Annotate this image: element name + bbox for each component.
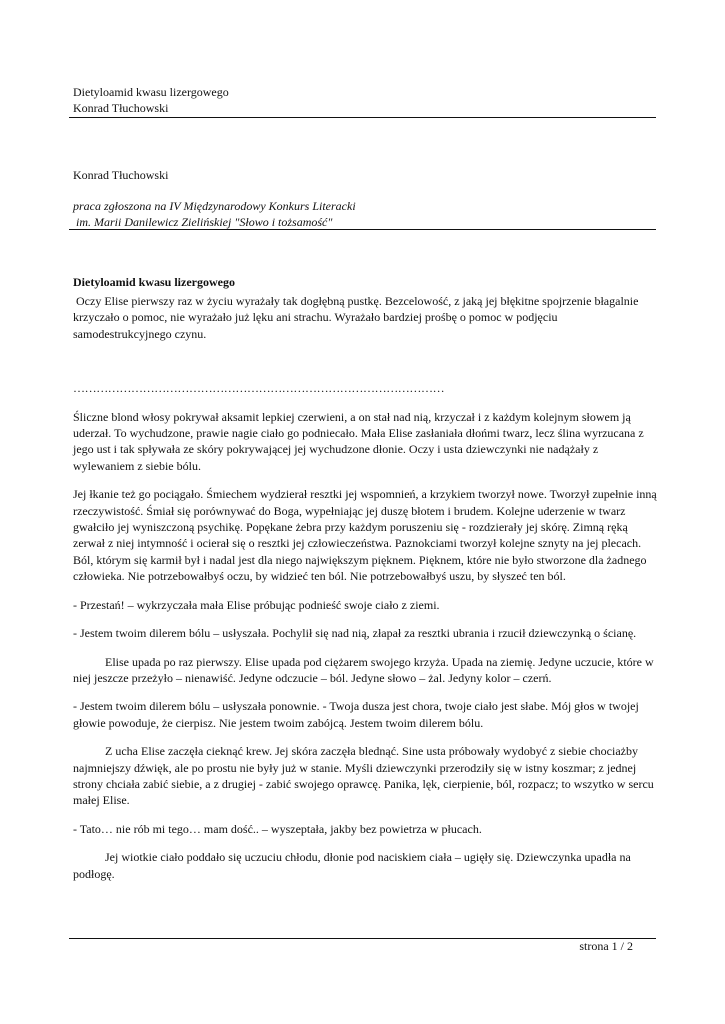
paragraph: Śliczne blond włosy pokrywał aksamit lepkiej czerwieni, a on stał nad nią, krzyczał i z każdym kolejnym słowem ją uderzał. To wychudzone, prawie nagie ciało go podniecało. Mała Elise zasłaniała dłońmi twarz, lecz ślina wyrzucana z jego ust i tak spływała ze skóry pokrywającej jej wychudzone dłonie. Oczy i usta dziewczynki nie nadążały z wylewaniem z siebie bólu. <box>73 409 644 473</box>
submission-line-2: im. Marii Danilewicz Zielińskiej "Słowo i tożsamość" <box>73 215 333 229</box>
section-separator: …………………………………………………………………………………… <box>73 381 445 396</box>
dialogue-line: - Tato… nie rób mi tego… mam dość.. – wyszeptała, jakby bez powietrza w płucach. <box>73 821 482 836</box>
footer-rule <box>69 938 656 939</box>
paragraph: Elise upada po raz pierwszy. Elise upada pod ciężarem swojego krzyża. Upada na ziemię. Jedyne uczucie, które w niej jeszcze przeżyło – nienawiść. Jedyne odczucie – ból. Jedyne słowo – żal. Jedyny kolor – czerń. <box>73 654 654 685</box>
submission-note <box>73 198 356 230</box>
paragraph: Oczy Elise pierwszy raz w życiu wyrażały tak dogłębną pustkę. Bezcelowość, z jaką jej błękitne spojrzenie błagalnie krzyczało o pomoc, nie wyrażało już lęku ani strachu. Wyrażało bardziej prośbę o pomoc w podjęciu samodestrukcyjnego czynu. <box>73 294 639 341</box>
page-number: strona 1 / 2 <box>579 939 633 953</box>
header-author: Konrad Tłuchowski <box>73 101 169 115</box>
paragraph: Jej łkanie też go pociągało. Śmiechem wydzierał resztki jej wspomnień, a krzykiem tworzył nowe. Tworzył zupełnie inną rzeczywistość. Śmiał się porównywać do Boga, wypełniając jej duszę błotem i brudem. Kolejne uderzenie w twarz gwałciło jej wyniszczoną psychikę. Popękane żebra przy każdym poruszeniu się - rozdzierały jej skórę. Zimną ręką zerwał z niej intymność i ocierał się o resztki jej człowieczeństwa. Paznokciami tworzył kolejne sznyty na jej plecach. Ból, którym się karmił był i nadal jest dla niego największym pięknem. Pięknem, które nie było stworzone dla żadnego człowieka. Nie potrzebowałbyś oczu, by widzieć ten ból. Nie potrzebowałbyś uszu, by słyszeć ten ból. <box>73 487 657 584</box>
paragraph: Z ucha Elise zaczęła cieknąć krew. Jej skóra zaczęła blednąć. Sine usta próbowały wydobyć z siebie chociażby najmniejszy dźwięk, ale po prostu nie były już w stanie. Myśli dziewczynki przerodziły się w istny koszmar; z jednej strony chciała zabić siebie, a z drugiej - zabić swojego oprawcę. Panika, lęk, cierpienie, ból, rozpacz; to wszytko w sercu małej Elise. <box>73 744 654 808</box>
dialogue-line: - Przestań! – wykrzyczała mała Elise próbując podnieść swoje ciało z ziemi. <box>73 597 440 612</box>
paragraph: Jej wiotkie ciało poddało się uczuciu chłodu, dłonie pod naciskiem ciała – ugięły się. Dziewczynka upadła na podłogę. <box>73 850 631 881</box>
story-body <box>73 293 657 894</box>
dialogue-line: - Jestem twoim dilerem bólu – usłyszała. Pochylił się nad nią, złapał za resztki ubrania i rzucił dziewczynką o ścianę. <box>73 626 637 641</box>
header-title: Dietyloamid kwasu lizergowego <box>73 85 229 99</box>
header-rule <box>69 117 656 118</box>
dialogue-line: - Jestem twoim dilerem bólu – usłyszała ponownie. - Twoja dusza jest chora, twoje ciało jest słabe. Mój głos w twojej głowie powoduje, że cierpisz. Nie jestem twoim zabójcą. Jestem twoim dilerem bólu. <box>73 699 639 730</box>
submission-line-1: praca zgłoszona na IV Międzynarodowy Konkurs Literacki <box>73 199 356 213</box>
author-name: Konrad Tłuchowski <box>73 168 169 182</box>
title-block-rule <box>69 229 656 230</box>
story-title: Dietyloamid kwasu lizergowego <box>73 275 235 289</box>
running-header <box>73 84 229 116</box>
